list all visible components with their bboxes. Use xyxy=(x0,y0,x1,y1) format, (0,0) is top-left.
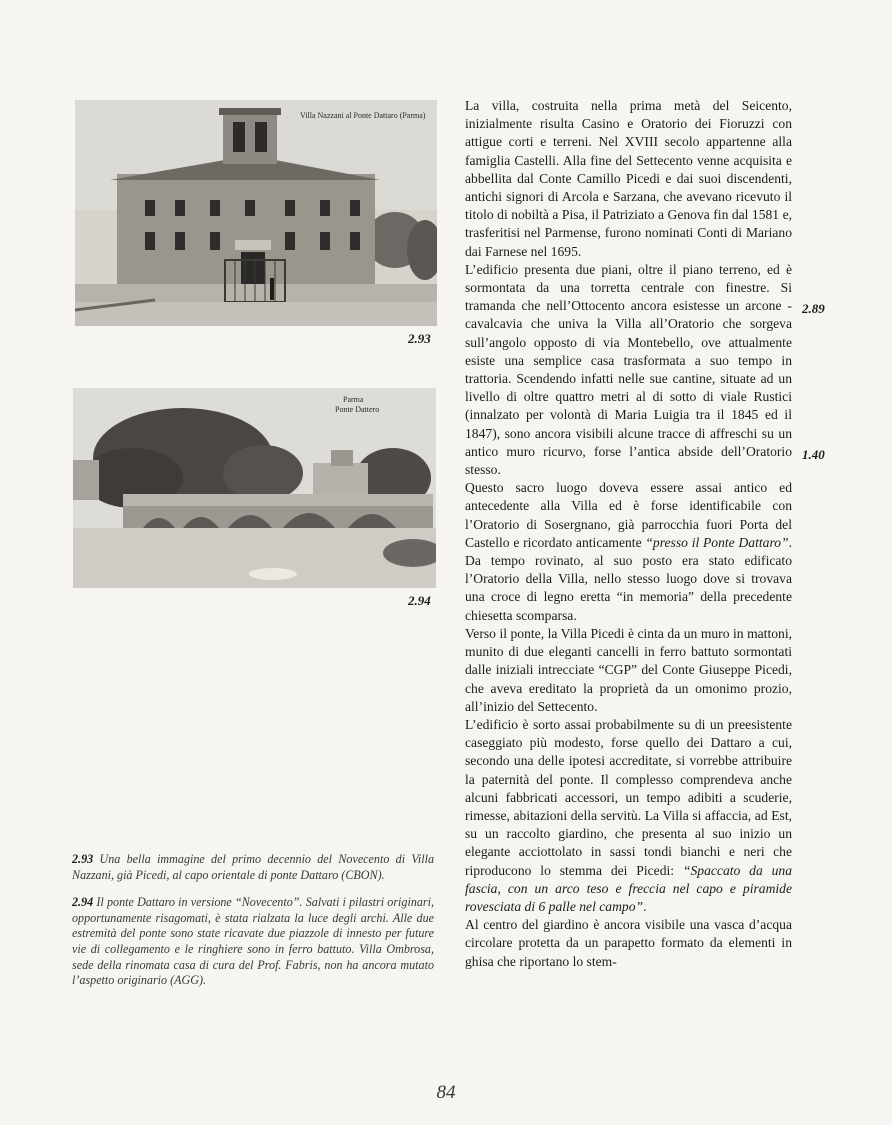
photo-caption-2-93: Villa Nazzani al Ponte Dattaro (Parma) xyxy=(300,111,426,120)
paragraph: Verso il ponte, la Villa Picedi è cinta da un muro in mattoni, munito di due eleganti cancelli in ferro battuto sormontati dalle iniziali intrecciate “CGP” del Conte Giuseppe Picedi, che aveva ereditato la proprietà da un omonimo prozio, all’inizio del Settecento. xyxy=(465,625,792,714)
paragraph: La villa, costruita nella prima metà del Seicento, inizialmente risulta Casino e Oratorio dei Fioruzzi con attigue corti e terreni. Nel XVIII secolo appartenne alla famiglia Castelli. Alla fine del Settecento venne acquisita e abbellita dal Conte Camillo Picedi e dai suoi discendenti, antichi signori di Arcola e Sarzana, che avevano ricevuto il titolo di nobiltà a Pisa, il Patriziato a Genova fin dal 1581 e, trasferitisi nel Parmense, furono nominati Conti di Mariano dai Farnese nel 1695. xyxy=(465,98,792,259)
figure-number-2-93: 2.93 xyxy=(408,331,431,346)
quote-span: “presso il Ponte Dattaro” xyxy=(645,534,789,550)
caption-2-93 xyxy=(72,852,434,883)
body-text xyxy=(465,97,792,971)
margin-ref-2-89: 2.89 xyxy=(802,301,825,316)
text-span: L’edificio è sorto assai probabilmente su di un preesistente caseggiato più modesto, forse quello dei Dattaro a cui, secondo una delle ipotesi accreditate, si vorrebbe attribuire la paternità del ponte. Il complesso comprendeva anche alcuni fabbricati accessori, un tempo adibiti a scuderie, rimesse, abitazioni della servitù. La Villa si affaccia, ad Est, su un raccolto giardino, che presenta al suo inizio un elegante acciottolato in sassi tondi bianchi e neri che riproducono lo stemma dei Picedi: xyxy=(465,716,792,878)
caption-text: Il ponte Dattaro in versione “Novecento”. Salvati i pilastri originari, opportunamente risagomati, è stata rialzata la luce degli archi. Alle due estremità del ponte sono state ricavate due piazzole di innesto per future vie di collegamento e le ringhiere sono in ferro battuto. Villa Ombrosa, sede della rinomata casa di cura del Prof. Fabris, non ha ancora mutato l’aspetto originario (AGG). xyxy=(72,895,435,988)
photo-ponte-dattaro xyxy=(73,388,436,588)
paragraph: L’edificio presenta due piani, oltre il piano terreno, ed è sormontata da una torretta centrale con finestre. Si tramanda che nell’Ottocento ancora esistesse un arcone - cavalcavia che univa la Villa all’Oratorio che sorgeva sull’angolo opposto di via Montebello, ove attualmente esiste una semplice casa trasformata a suo tempo in trattoria. Scendendo infatti nelle sue cantine, situate ad un livello di oltre quattro metri al di sotto di viale Rustici (innalzato per volontà di Maria Luigia tra il 1845 ed il 1847), sono ancora visibili alcune tracce di affreschi su un antico muro ricurvo, forse l’antica abside dell’Oratorio stesso. xyxy=(465,261,792,478)
figure-number-2-94: 2.94 xyxy=(408,593,431,608)
caption-number: 2.93 xyxy=(72,852,94,866)
margin-ref-1-40: 1.40 xyxy=(802,447,825,462)
caption-2-94 xyxy=(72,895,434,989)
text-span: . Da tempo rovinato, al suo posto era stato edificato l’Oratorio della Villa, nello stesso luogo dove si trovava una croce di legno eretta “in memoria” della precedente chiesetta scomparsa. xyxy=(465,534,792,623)
paragraph: Al centro del giardino è ancora visibile una vasca d’acqua circolare protetta da un parapetto formato da elementi in ghisa che riportano lo stem- xyxy=(465,917,792,969)
quote-span: “Spaccato da una fascia, con un arco teso e freccia nel capo e piramide rovesciata di 6 palle nel campo” xyxy=(465,862,792,914)
photo-villa-nazzani xyxy=(75,100,437,326)
paragraph xyxy=(465,479,792,625)
caption-number: 2.94 xyxy=(72,895,94,910)
figure-captions xyxy=(72,852,434,1001)
paragraph xyxy=(465,716,792,916)
photo-caption-2-94-line1: Parma xyxy=(343,395,364,404)
caption-text: Una bella immagine del primo decennio del Novecento di Villa Nazzani, già Picedi, al capo orientale di ponte Dattaro (CBON). xyxy=(72,852,434,882)
photo-caption-2-94-line2: Ponte Dattero xyxy=(335,405,380,414)
text-span: . xyxy=(643,898,647,914)
text-span: Questo sacro luogo doveva essere assai antico ed antecedente alla Villa ed è forse identificabile con l’Oratorio di Sosergnano, già parrocchia fuori Porta del Castello e ricordato anticamente xyxy=(465,480,792,550)
page-number: 84 xyxy=(436,1082,456,1103)
